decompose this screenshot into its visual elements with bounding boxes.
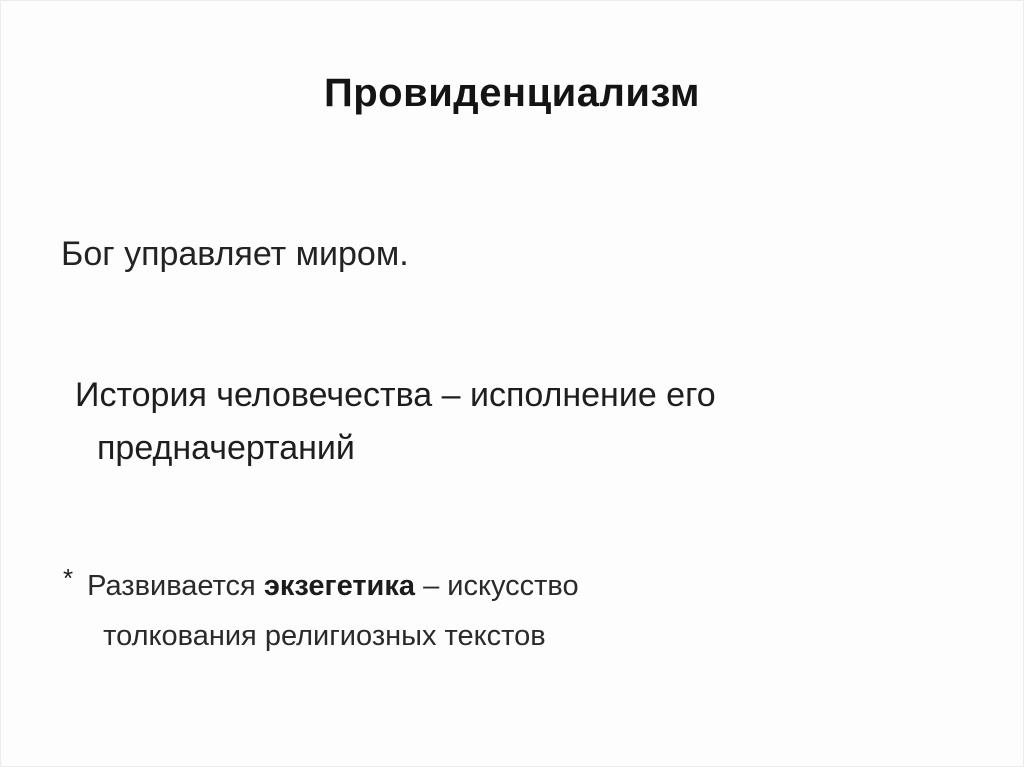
statement-history bbox=[75, 369, 716, 475]
bullet-text-post: – искусство bbox=[415, 570, 579, 602]
statement-history-line2: предначертаний bbox=[97, 429, 355, 467]
statement-history-line1: История человечества – исполнение его bbox=[75, 376, 716, 414]
slide-title: Провиденциализм bbox=[324, 71, 700, 115]
bullet-exegetics-text bbox=[87, 561, 579, 661]
asterisk-bullet: * bbox=[63, 563, 74, 593]
statement-god-rules: Бог управляет миром. bbox=[61, 235, 409, 273]
bullet-text-pre: Развивается bbox=[87, 570, 264, 602]
bullet-exegetics-line1 bbox=[87, 561, 579, 611]
bullet-exegetics-line2: толкования религиозных текстов bbox=[103, 620, 546, 652]
bullet-term-exegetics: экзегетика bbox=[263, 570, 416, 602]
bullet-exegetics bbox=[63, 561, 579, 661]
